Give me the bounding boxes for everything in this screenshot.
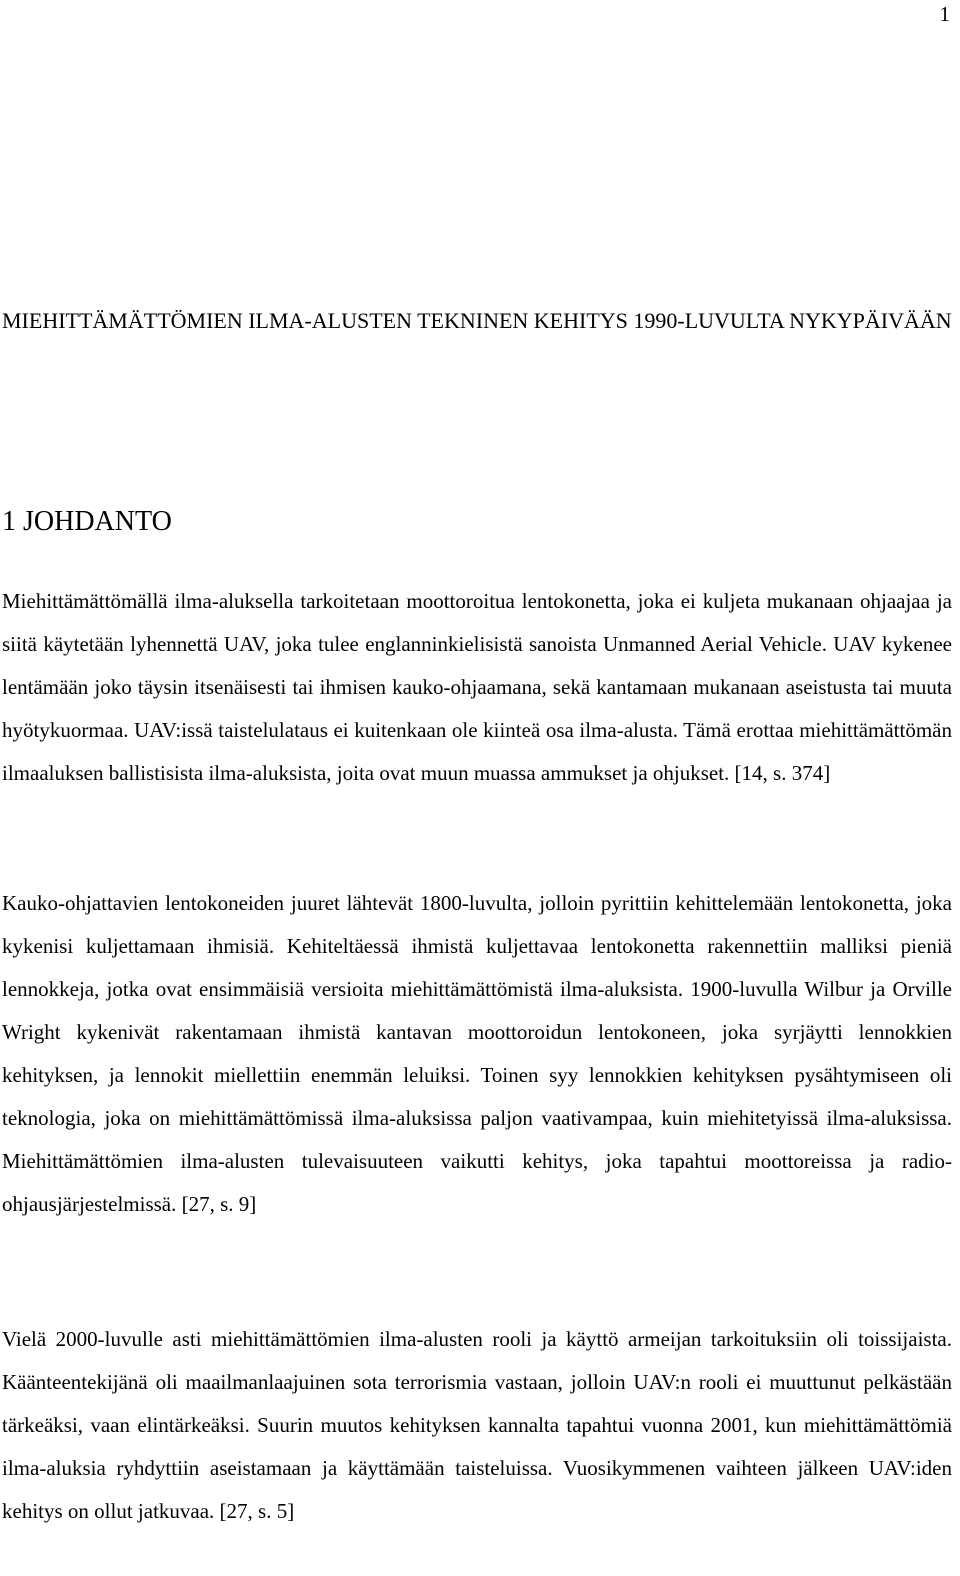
paragraph: Kauko-ohjattavien lentokoneiden juuret lähtevät 1800-luvulta, jolloin pyrittiin kehittelemään lentokonetta, joka kykenisi kuljettamaan ihmisiä. Kehiteltäessä ihmistä kuljettavaa lentokonetta rakennettiin malliksi pieniä lennokkeja, jotka ovat ensimmäisiä versioita miehittämättömistä ilma-aluksista. 1900-luvulla Wilbur ja Orville Wright kykenivät rakentamaan ihmistä kantavan moottoroidun lentokoneen, joka syrjäytti lennokkien kehityksen, ja lennokit miellettiin enemmän leluiksi. Toinen syy lennokkien kehityksen pysähtymiseen oli teknologia, joka on miehittämättömissä ilma-aluksissa paljon vaativampaa, kuin miehitetyissä ilma-aluksissa. Miehittämättömien ilma-alusten tulevaisuuteen vaikutti kehitys, joka tapahtui moottoreissa ja radio-ohjausjärjestelmissä. [27, s. 9] — [2, 891, 952, 1216]
page-number: 1 — [939, 2, 950, 26]
paragraph: Vielä 2000-luvulle asti miehittämättömien ilma-alusten rooli ja käyttö armeijan tarkoituksiin oli toissijaista. Käänteentekijänä oli maailmanlaajuinen sota terrorismia vastaan, jolloin UAV:n rooli ei muuttunut pelkästään tärkeäksi, vaan elintärkeäksi. Suurin muutos kehityksen kannalta tapahtui vuonna 2001, kun miehittämättömiä ilma-aluksia ryhdyttiin aseistamaan ja käyttämään taisteluissa. Vuosikymmenen vaihteen jälkeen UAV:iden kehitys on ollut jatkuvaa. [27, s. 5] — [2, 1327, 952, 1523]
paragraph: Miehittämättömällä ilma-aluksella tarkoitetaan moottoroitua lentokonetta, joka ei kuljeta mukanaan ohjaajaa ja siitä käytetään lyhennettä UAV, joka tulee englanninkielisistä sanoista Unmanned Aerial Vehicle. UAV kykenee lentämään joko täysin itsenäisesti tai ihmisen kauko-ohjaamana, sekä kantamaan mukanaan aseistusta tai muuta hyötykuormaa. UAV:issä taistelulataus ei kuitenkaan ole kiinteä osa ilma-alusta. Tämä erottaa miehittämättömän ilmaaluksen ballistisista ilma-aluksista, joita ovat muun muassa ammukset ja ohjukset. [14, s. 374] — [2, 589, 952, 785]
section-heading: 1 JOHDANTO — [2, 506, 172, 537]
document-title: MIEHITTÄMÄTTÖMIEN ILMA-ALUSTEN TEKNINEN KEHITYS 1990-LUVULTA NYKYPÄIVÄÄN — [2, 308, 952, 333]
